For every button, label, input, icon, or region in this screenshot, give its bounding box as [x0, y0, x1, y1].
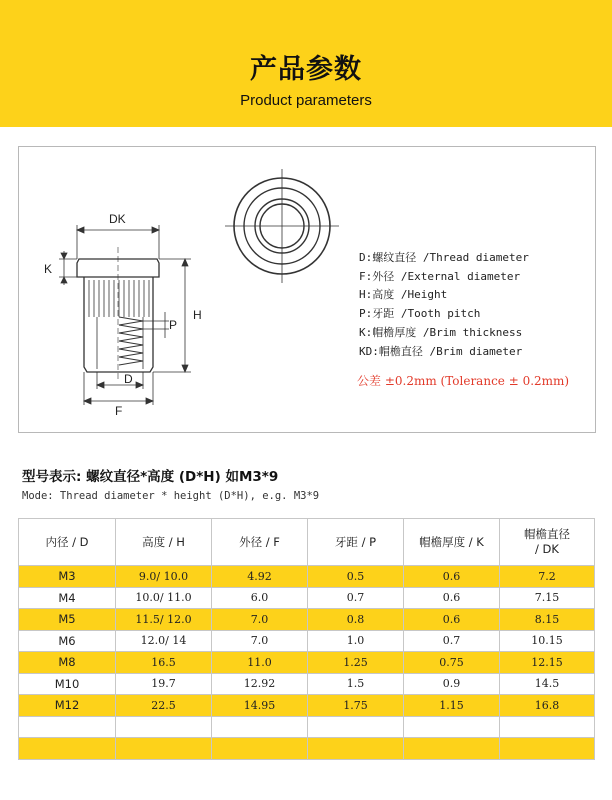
legend-item: D:螺纹直径 /Thread diameter	[359, 251, 529, 264]
top-view-drawing	[225, 169, 339, 283]
table-row	[19, 716, 595, 738]
table-cell: 11.0	[212, 652, 308, 674]
table-cell	[116, 738, 212, 760]
table-cell: 12.0/ 14	[116, 630, 212, 652]
legend-item: KD:帽檐直径 /Brim diameter	[359, 344, 523, 358]
table-cell: M12	[19, 695, 116, 717]
col-header-k: 帽檐厚度 / K	[404, 519, 500, 566]
table-row	[19, 630, 595, 652]
label-d: D	[124, 372, 133, 386]
table-cell	[308, 738, 404, 760]
label-h: H	[193, 308, 202, 322]
table-cell: 22.5	[116, 695, 212, 717]
table-cell	[500, 738, 595, 760]
table-cell: 10.0/ 11.0	[116, 587, 212, 609]
table-row	[19, 738, 595, 760]
table-cell: 0.8	[308, 609, 404, 631]
label-f: F	[115, 404, 123, 418]
col-header-f: 外径 / F	[212, 519, 308, 566]
page-title: 产品参数	[250, 54, 362, 85]
label-p: P	[169, 318, 178, 332]
legend-item: K:帽檐厚度 /Brim thickness	[359, 325, 523, 339]
table-cell: 12.15	[500, 652, 595, 674]
table-cell: 9.0/ 10.0	[116, 566, 212, 588]
table-cell: M4	[19, 587, 116, 609]
table-row	[19, 566, 595, 588]
table-cell: M8	[19, 652, 116, 674]
table-cell: M10	[19, 673, 116, 695]
table-cell: 0.9	[404, 673, 500, 695]
table-cell: M6	[19, 630, 116, 652]
page-subtitle: Product parameters	[240, 92, 372, 109]
table-cell: 0.6	[404, 566, 500, 588]
table-cell: 1.75	[308, 695, 404, 717]
table-cell	[116, 716, 212, 738]
label-k: K	[44, 262, 53, 276]
label-dk: DK	[109, 212, 126, 226]
table-row	[19, 609, 595, 631]
table-cell: 0.6	[404, 587, 500, 609]
table-cell: 0.5	[308, 566, 404, 588]
table-cell: 1.0	[308, 630, 404, 652]
table-cell: 7.15	[500, 587, 595, 609]
tolerance-note: 公差 ±0.2mm (Tolerance ± 0.2mm)	[357, 374, 570, 388]
table-cell: 16.5	[116, 652, 212, 674]
legend-item: H:高度 /Height	[359, 288, 448, 302]
table-cell: M3	[19, 566, 116, 588]
table-cell	[19, 716, 116, 738]
table-cell: 6.0	[212, 587, 308, 609]
model-format-cn: 型号表示: 螺纹直径*高度 (D*H) 如M3*9	[22, 469, 279, 485]
diagram-panel	[18, 146, 596, 433]
table-cell: M5	[19, 609, 116, 631]
table-cell: 10.15	[500, 630, 595, 652]
table-cell: 1.25	[308, 652, 404, 674]
table-row	[19, 652, 595, 674]
table-cell	[308, 716, 404, 738]
table-cell	[212, 738, 308, 760]
col-header-p: 牙距 / P	[308, 519, 404, 566]
table-cell: 7.2	[500, 566, 595, 588]
table-row	[19, 695, 595, 717]
table-cell	[404, 716, 500, 738]
table-cell: 14.95	[212, 695, 308, 717]
table-cell	[19, 738, 116, 760]
model-format-en: Mode: Thread diameter * height (D*H), e.g. M3*9	[22, 490, 320, 502]
legend-item: F:外径 /External diameter	[359, 269, 521, 283]
side-view-drawing	[77, 247, 159, 379]
table-cell: 14.5	[500, 673, 595, 695]
col-header-dk: 帽檐直径 / DK	[500, 519, 595, 566]
spec-table	[18, 518, 595, 760]
table-cell: 8.15	[500, 609, 595, 631]
table-cell	[500, 716, 595, 738]
table-cell: 0.7	[404, 630, 500, 652]
col-header-h: 高度 / H	[116, 519, 212, 566]
table-cell	[404, 738, 500, 760]
table-cell: 19.7	[116, 673, 212, 695]
col-header-d: 内径 / D	[19, 519, 116, 566]
table-cell: 16.8	[500, 695, 595, 717]
table-row	[19, 673, 595, 695]
table-cell: 11.5/ 12.0	[116, 609, 212, 631]
table-cell: 7.0	[212, 630, 308, 652]
table-cell: 1.5	[308, 673, 404, 695]
table-row	[19, 587, 595, 609]
table-cell: 4.92	[212, 566, 308, 588]
table-cell: 0.75	[404, 652, 500, 674]
table-cell: 7.0	[212, 609, 308, 631]
table-cell: 0.7	[308, 587, 404, 609]
dimension-legend	[359, 249, 529, 361]
table-header-row	[19, 519, 595, 566]
header-banner	[0, 0, 612, 127]
table-cell	[212, 716, 308, 738]
table-cell: 0.6	[404, 609, 500, 631]
legend-item: P:牙距 /Tooth pitch	[359, 307, 481, 321]
table-cell: 1.15	[404, 695, 500, 717]
table-cell: 12.92	[212, 673, 308, 695]
